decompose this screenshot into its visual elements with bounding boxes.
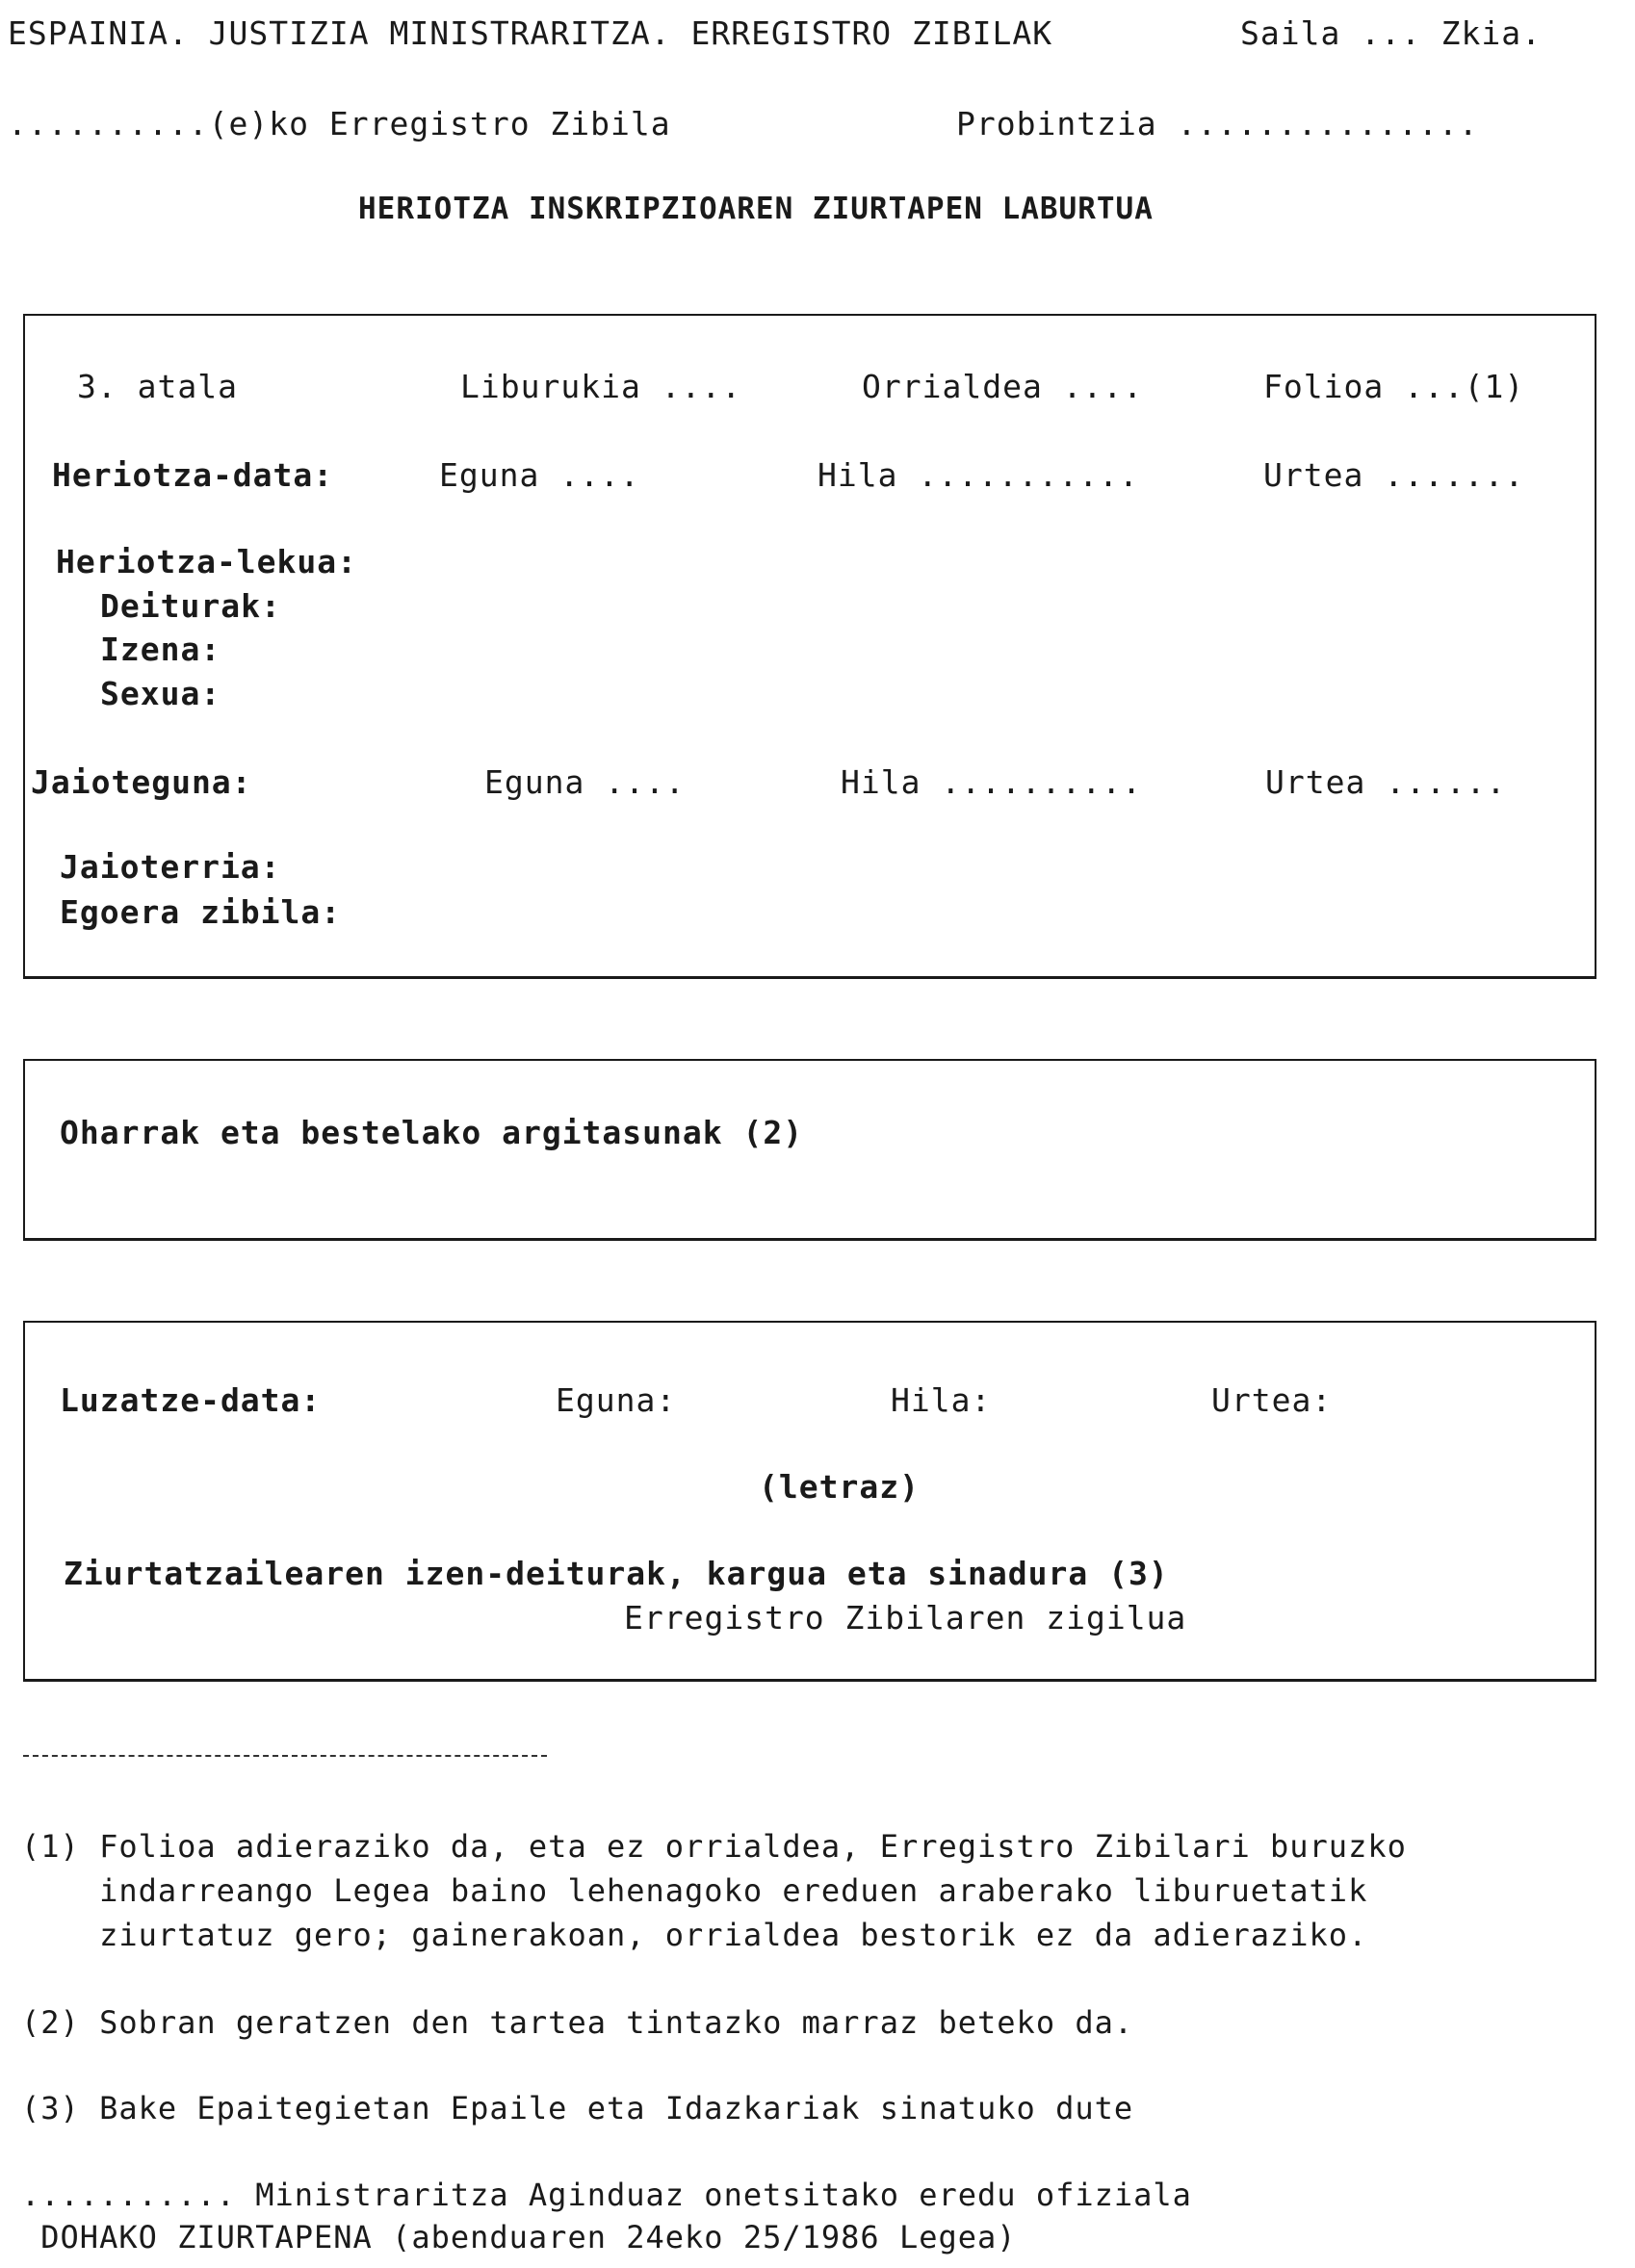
seal-label: Erregistro Zibilaren zigilua: [624, 1599, 1187, 1637]
footnote-3: (3) Bake Epaitegietan Epaile eta Idazkariak sinatuko dute: [21, 2090, 1134, 2126]
issue-month-label: Hila:: [891, 1381, 992, 1419]
issue-date-label: Luzatze-data:: [60, 1381, 322, 1419]
remarks-label: Oharrak eta bestelako argitasunak (2): [60, 1114, 804, 1151]
header-ministry-line: ESPAINIA. JUSTIZIA MINISTRARITZA. ERREGISTRO ZIBILAK: [8, 14, 1053, 52]
death-place-label: Heriotza-lekua:: [56, 543, 358, 580]
death-date-label: Heriotza-data:: [52, 456, 334, 494]
footnote-separator: [23, 1755, 547, 1757]
footnote-1-line-1: (1) Folioa adieraziko da, eta ez orrialdea, Erregistro Zibilari buruzko: [21, 1828, 1407, 1865]
name-label: Izena:: [100, 631, 221, 668]
birth-day-field: Eguna ....: [484, 763, 686, 801]
sex-label: Sexua:: [100, 675, 221, 712]
death-month-field: Hila ...........: [818, 456, 1139, 494]
section-atala: 3. atala: [77, 368, 238, 405]
official-model-line: ........... Ministraritza Aginduaz onetsitako eredu ofiziala: [21, 2177, 1192, 2213]
birth-year-field: Urtea ......: [1265, 763, 1507, 801]
certifier-label: Ziurtatzailearen izen-deiturak, kargua eta sinadura (3): [64, 1555, 1169, 1592]
birth-date-label: Jaioteguna:: [31, 763, 252, 801]
header-section-number: Saila ... Zkia.: [1240, 14, 1543, 52]
free-certificate-line: DOHAKO ZIURTAPENA (abenduaren 24eko 25/1986 Legea): [21, 2219, 1017, 2255]
death-year-field: Urtea .......: [1263, 456, 1525, 494]
issue-day-label: Eguna:: [556, 1381, 677, 1419]
footnote-1-line-2: indarreango Legea baino lehenagoko ereduen araberako liburuetatik: [21, 1872, 1368, 1909]
footnote-1-line-3: ziurtatuz gero; gainerakoan, orrialdea bestorik ez da adieraziko.: [21, 1917, 1368, 1953]
birthplace-label: Jaioterria:: [60, 848, 281, 886]
folio-field: Folioa ...(1): [1263, 368, 1525, 405]
footnote-2: (2) Sobran geratzen den tartea tintazko marraz beteko da.: [21, 2004, 1134, 2041]
issue-year-label: Urtea:: [1211, 1381, 1333, 1419]
header-province: Probintzia ...............: [956, 105, 1479, 142]
civil-status-label: Egoera zibila:: [60, 893, 342, 931]
header-registry-place: ..........(e)ko Erregistro Zibila: [8, 105, 671, 142]
death-day-field: Eguna ....: [439, 456, 640, 494]
page-field: Orrialdea ....: [862, 368, 1144, 405]
birth-month-field: Hila ..........: [841, 763, 1143, 801]
volume-field: Liburukia ....: [460, 368, 742, 405]
surnames-label: Deiturak:: [100, 587, 281, 625]
document-title: HERIOTZA INSKRIPZIOAREN ZIURTAPEN LABURTUA: [358, 192, 1154, 226]
in-letters-note: (letraz): [759, 1468, 920, 1506]
